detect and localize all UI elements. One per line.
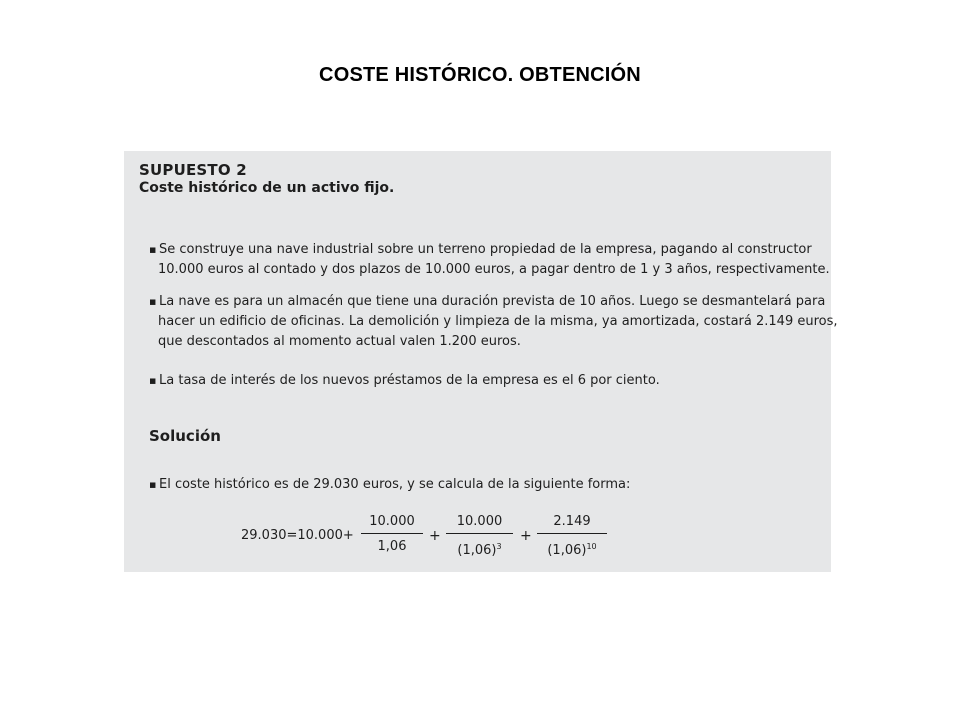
formula-lhs: 29.030=10.000+ bbox=[241, 528, 354, 543]
denominator-base: 1,06 bbox=[377, 539, 407, 554]
fraction-denominator bbox=[446, 534, 513, 560]
formula-fraction bbox=[446, 511, 513, 560]
bullet-line: 10.000 euros al contado y dos plazos de 10.000 euros, a pagar dentro de 1 y 3 años, respectivamente. bbox=[158, 262, 830, 277]
formula-fraction bbox=[361, 511, 423, 560]
bullet-item-solution bbox=[149, 475, 819, 495]
bullet-icon: ▪ bbox=[149, 295, 157, 308]
formula-fraction bbox=[537, 511, 607, 560]
bullet-line: El coste histórico es de 29.030 euros, y se calcula de la siguiente forma: bbox=[159, 477, 631, 492]
plus-sign: + bbox=[429, 528, 441, 544]
bullet-item-interest-rate bbox=[149, 371, 819, 391]
bullet-line: hacer un edificio de oficinas. La demolición y limpieza de la misma, ya amortizada, costará 2.149 euros, bbox=[158, 314, 838, 329]
bullet-icon: ▪ bbox=[149, 374, 157, 387]
case-panel bbox=[124, 151, 838, 572]
bullet-icon: ▪ bbox=[149, 243, 157, 256]
denominator-exponent: 10 bbox=[586, 542, 597, 551]
bullet-line: La tasa de interés de los nuevos préstamos de la empresa es el 6 por ciento. bbox=[159, 373, 660, 388]
fraction-denominator bbox=[361, 534, 423, 560]
slide-title: COSTE HISTÓRICO. OBTENCIÓN bbox=[319, 64, 641, 86]
fraction-numerator: 2.149 bbox=[553, 514, 591, 529]
bullet-line: Se construye una nave industrial sobre un terreno propiedad de la empresa, pagando al constructor bbox=[159, 242, 812, 257]
plus-sign: + bbox=[520, 528, 532, 544]
denominator-exponent: 3 bbox=[496, 542, 502, 551]
solution-heading: Solución bbox=[149, 427, 221, 445]
denominator-base: (1,06) bbox=[457, 543, 497, 558]
bullet-line: La nave es para un almacén que tiene una duración prevista de 10 años. Luego se desmantelará para bbox=[159, 294, 826, 309]
bullet-icon: ▪ bbox=[149, 478, 157, 491]
bullet-item-construction bbox=[149, 240, 830, 280]
case-subtitle: Coste histórico de un activo fijo. bbox=[139, 180, 395, 196]
case-title: SUPUESTO 2 bbox=[139, 161, 247, 179]
denominator-base: (1,06) bbox=[547, 543, 587, 558]
fraction-numerator: 10.000 bbox=[456, 514, 503, 529]
bullet-line: que descontados al momento actual valen 1.200 euros. bbox=[158, 334, 521, 349]
bullet-item-warehouse bbox=[149, 292, 838, 352]
fraction-numerator: 10.000 bbox=[369, 514, 415, 529]
fraction-denominator bbox=[537, 534, 607, 560]
